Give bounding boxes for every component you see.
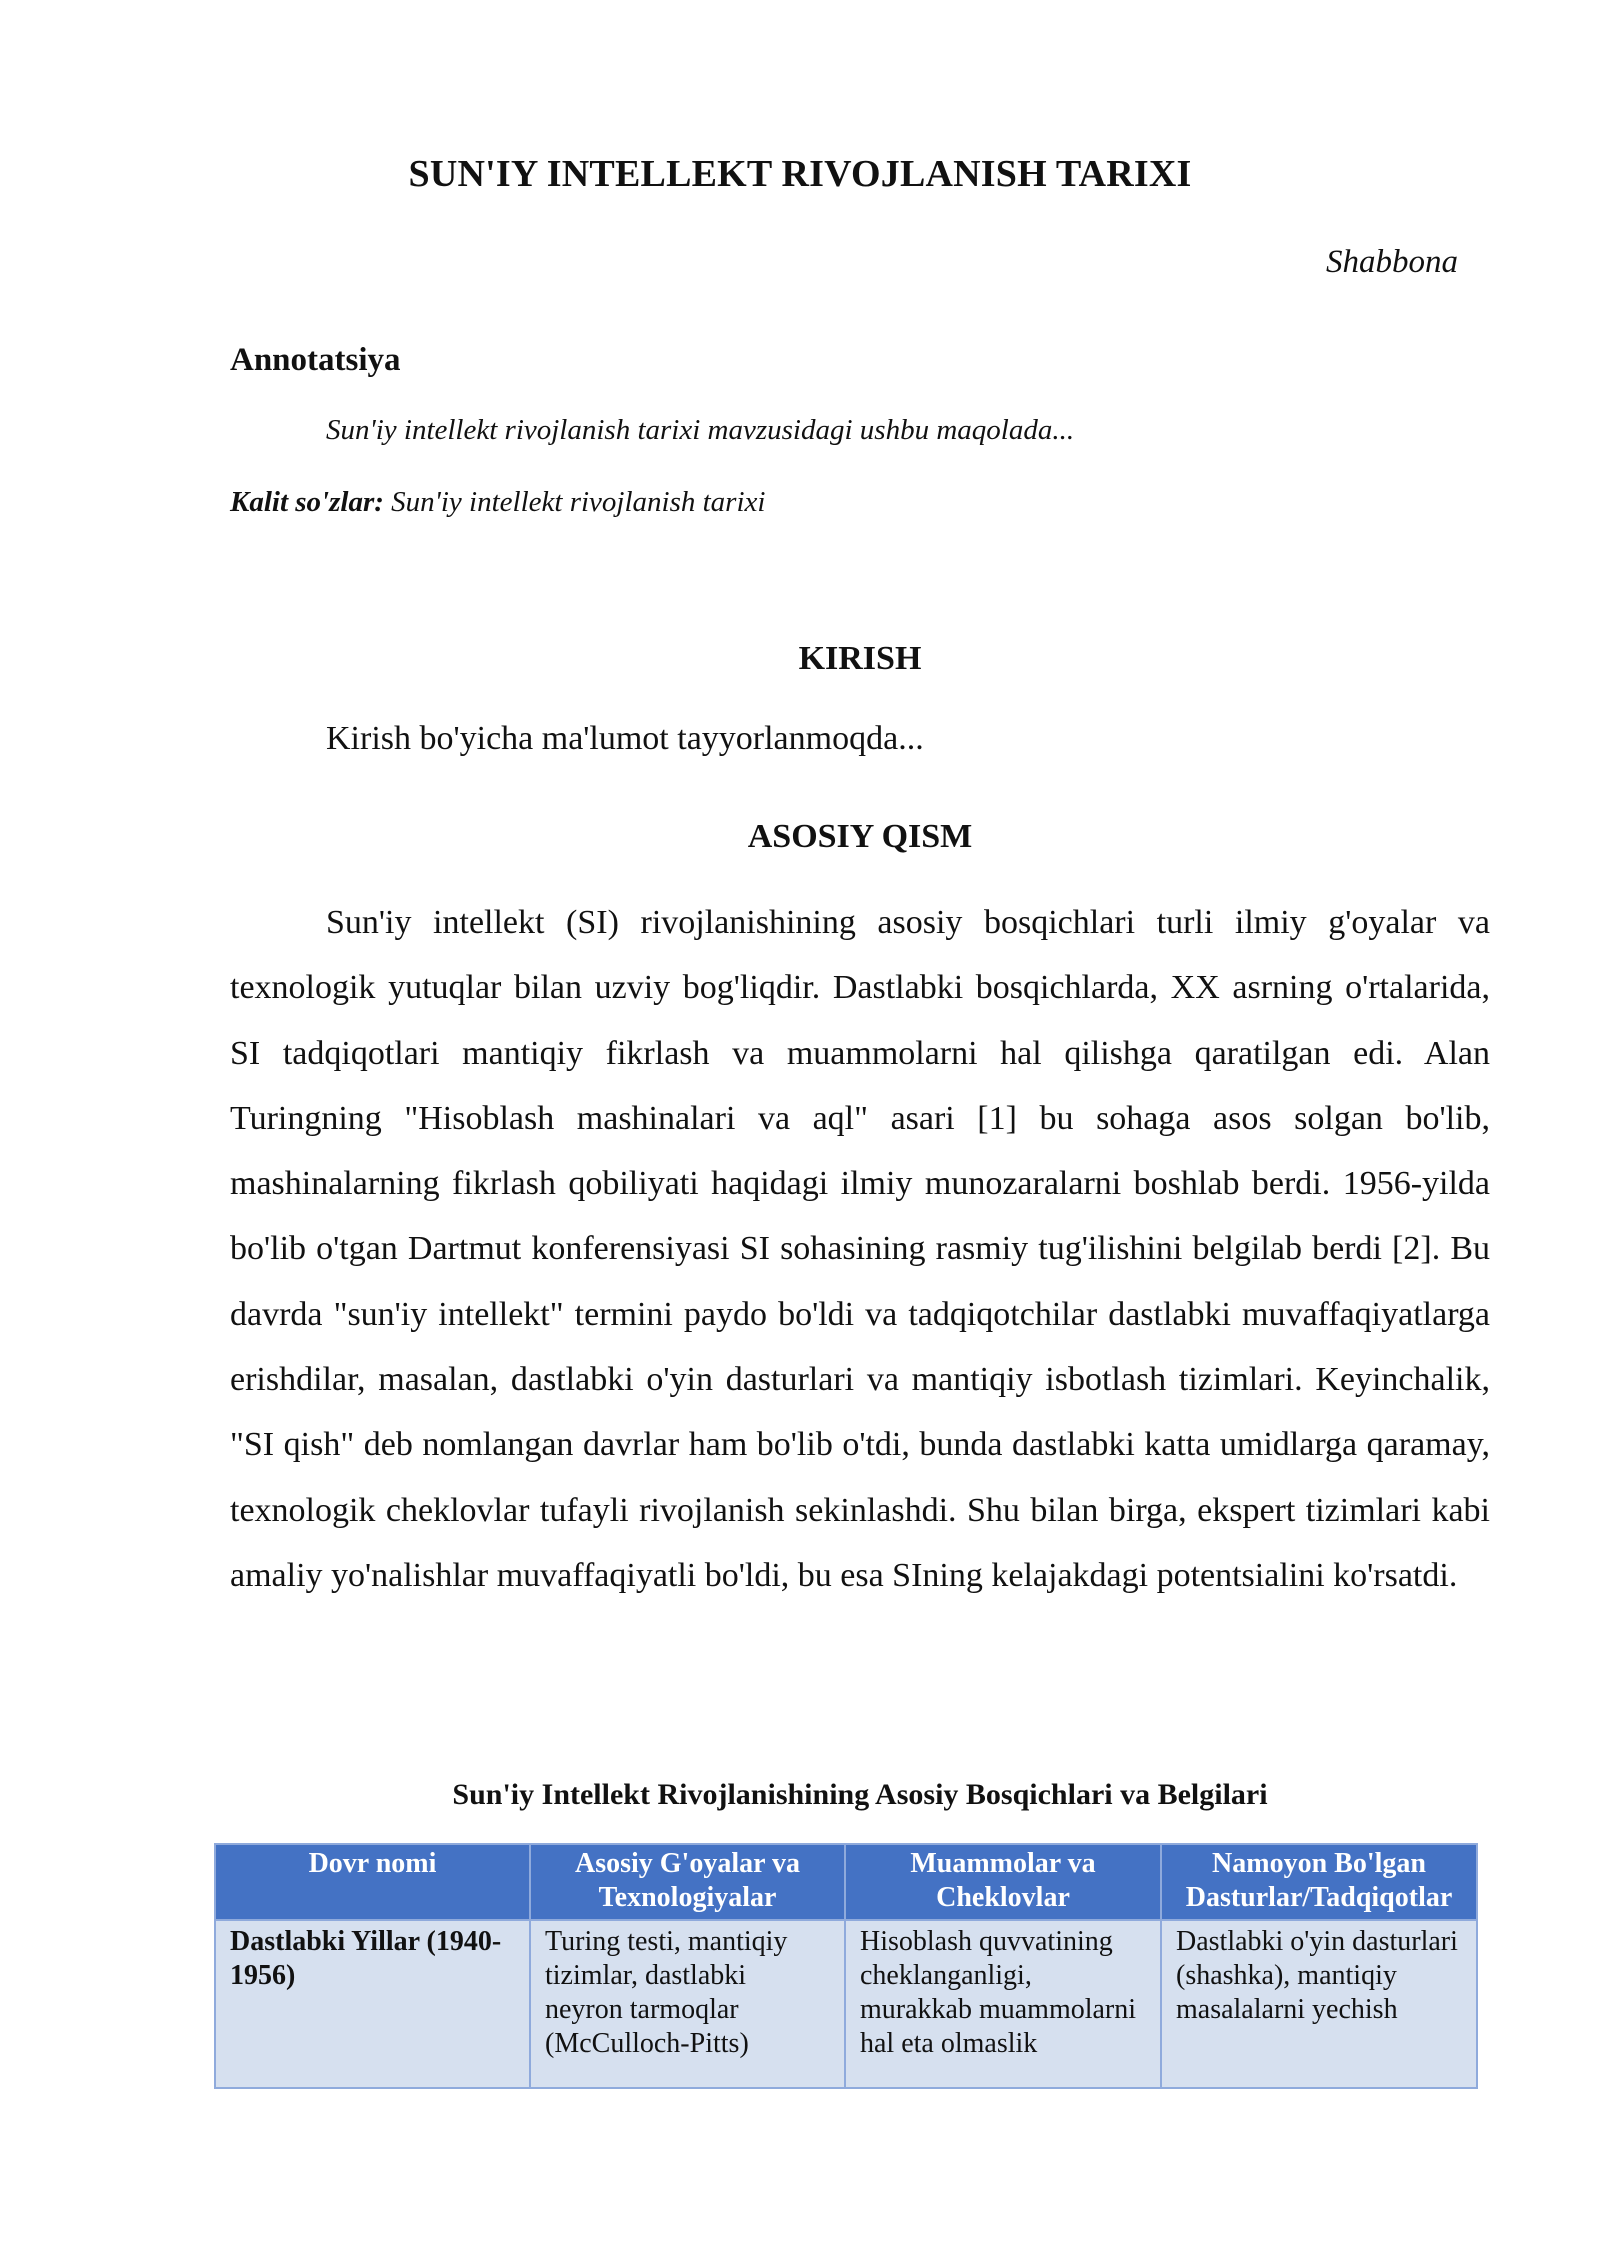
table-caption: Sun'iy Intellekt Rivojlanishining Asosiy Bosqichlari va Belgilari [452,1778,1268,1811]
table-row [215,1920,1477,2088]
annotation-heading: Annotatsiya [230,342,401,378]
table-cell-ideas: Turing testi, mantiqiy tizimlar, dastlabki neyron tarmoqlar (McCulloch-Pitts) [530,1920,845,2088]
table-header-cell: Dovr nomi [215,1844,530,1920]
annotation-text: Sun'iy intellekt rivojlanish tarixi mavzusidagi ushbu maqolada... [326,414,1075,446]
keywords-label: Kalit so'zlar: [230,486,384,518]
keywords-line [230,486,765,519]
table-header-cell: Asosiy G'oyalar va Texnologiyalar [530,1844,845,1920]
main-section-paragraph: Sun'iy intellekt (SI) rivojlanishining asosiy bosqichlari turli ilmiy g'oyalar va texnologik yutuqlar bilan uzviy bog'liqdir. Dastlabki bosqichlarda, XX asrning o'rtalarida, SI tadqiqotlari mantiqiy fikrlash va muammolarni hal qilishga qaratilgan edi. Alan Turingning "Hisoblash mashinalari va aql" asari [1] bu sohaga asos solgan bo'lib, mashinalarning fikrlash qobiliyati haqidagi ilmiy munozaralarni boshlab berdi. 1956-yilda bo'lib o'tgan Dartmut konferensiyasi SI sohasining rasmiy tug'ilishini belgilab berdi [2]. Bu davrda "sun'iy intellekt" termini paydo bo'ldi va tadqiqotchilar dastlabki muvaffaqiyatlarga erishdilar, masalan, dastlabki o'yin dasturlari va mantiqiy isbotlash tizimlari. Keyinchalik, "SI qish" deb nomlangan davrlar ham bo'lib o'tdi, bunda dastlabki katta umidlarga qaramay, texnologik cheklovlar tufayli rivojlanish sekinlashdi. Shu bilan birga, ekspert tizimlari kabi amaliy yo'nalishlar muvaffaqiyatli bo'ldi, bu esa SIning kelajakdagi potentsialini ko'rsatdi. [230,904,1490,1594]
keywords-value: Sun'iy intellekt rivojlanish tarixi [383,486,766,518]
table-header-row [215,1844,1477,1920]
introduction-text: Kirish bo'yicha ma'lumot tayyorlanmoqda... [326,720,924,757]
table-header-cell: Namoyon Bo'lgan Dasturlar/Tadqiqotlar [1161,1844,1477,1920]
introduction-heading: KIRISH [798,640,922,677]
table-cell-programs: Dastlabki o'yin dasturlari (shashka), mantiqiy masalalarni yechish [1161,1920,1477,2088]
table-cell-period: Dastlabki Yillar (1940-1956) [215,1920,530,2088]
table-cell-problems: Hisoblash quvvatining cheklanganligi, murakkab muammolarni hal eta olmaslik [845,1920,1161,2088]
template-label: Shabbona [1326,244,1458,280]
table-header-cell: Muammolar va Cheklovlar [845,1844,1161,1920]
main-section-heading: ASOSIY QISM [747,818,973,855]
stages-table [214,1843,1478,2089]
document-title: SUN'IY INTELLEKT RIVOJLANISH TARIXI [408,153,1192,195]
